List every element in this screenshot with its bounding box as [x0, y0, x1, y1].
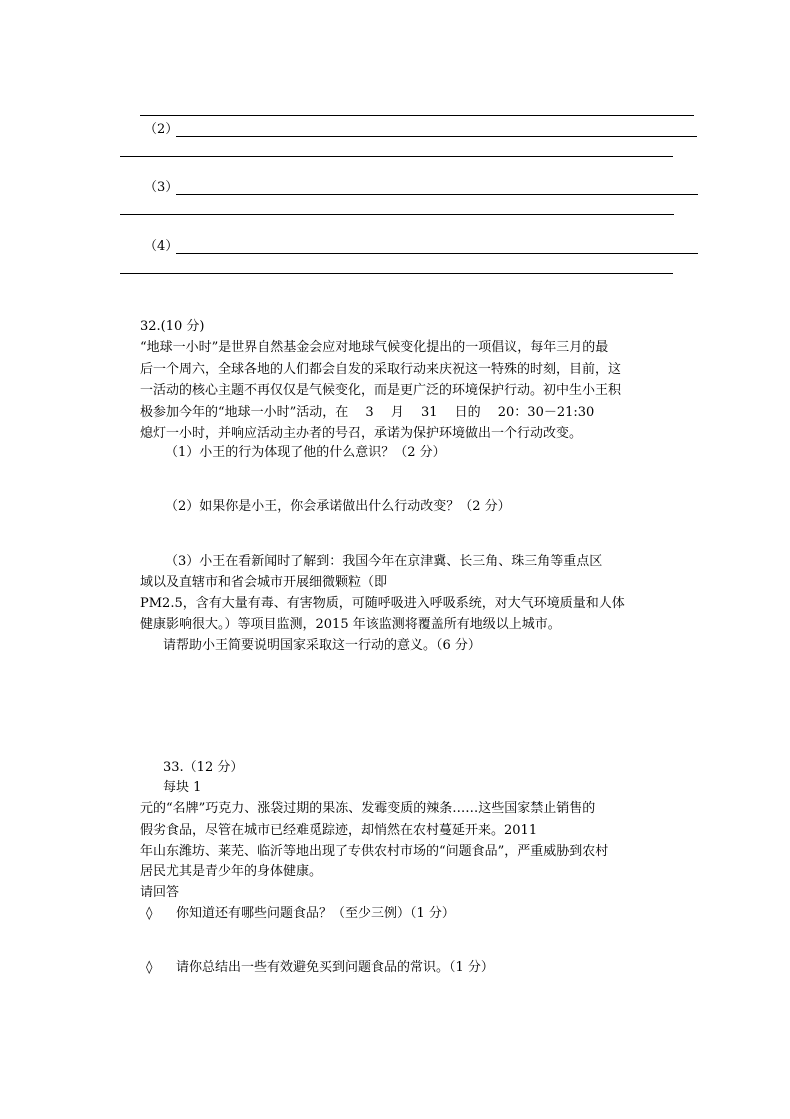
q32-para-line: 后一个周六，全球各地的人们都会自发的采取行动来庆祝这一特殊的时刻，目前，这: [140, 362, 622, 377]
q33-header: 33.（12 分）: [163, 760, 244, 775]
answer-line-4a[interactable]: [176, 253, 698, 254]
q33-para-line: 年山东潍坊、莱芜、临沂等地出现了专供农村市场的“问题食品”，严重威胁到农村: [140, 844, 609, 859]
q32-sub3-line: 域以及直辖市和省会城市开展细微颗粒（即: [140, 575, 388, 590]
answer-line-2b[interactable]: [120, 156, 673, 157]
q33-prompt: 请回答: [140, 885, 180, 900]
q32-sub3-line: 健康影响很大。）等项目监测，2015 年该监测将覆盖所有地级以上城市。: [140, 617, 561, 632]
q33-para-line: 每块 1: [163, 780, 202, 795]
q33-para-line: 假劣食品，尽管在城市已经难觅踪迹，却悄然在农村蔓延开来。2011: [140, 823, 538, 838]
answer-line-top: [140, 115, 694, 116]
answer-line-3b[interactable]: [120, 214, 674, 215]
q33-para-line: 元的“名牌”巧克力、涨袋过期的果冻、发霉变质的辣条……这些国家禁止销售的: [140, 801, 596, 816]
diamond-bullet-icon: ◊: [146, 906, 153, 921]
q32-sub3-line: PM2.5，含有大量有毒、有害物质，可随呼吸进入呼吸系统，对大气环境质量和人体: [140, 596, 625, 611]
q33-bullet-2: 请你总结出一些有效避免买到问题食品的常识。（1 分）: [176, 960, 494, 975]
q33-para-line: 居民尤其是青少年的身体健康。: [140, 864, 323, 879]
q32-para-line: 熄灯一小时，并响应活动主办者的号召，承诺为保护环境做出一个行动改变。: [140, 426, 583, 441]
q32-sub3-prompt: 请帮助小王简要说明国家采取这一行动的意义。（6 分）: [163, 638, 481, 653]
diamond-bullet-icon: ◊: [146, 960, 153, 975]
answer-line-2a[interactable]: [176, 136, 697, 137]
q32-sub2: （2）如果你是小王，你会承诺做出什么行动改变？（2 分）: [165, 499, 511, 514]
q32-para-line: “地球一小时”是世界自然基金会应对地球气候变化提出的一项倡议，每年三月的最: [140, 340, 609, 355]
q32-header: 32.(10 分): [140, 319, 205, 334]
q32-para-line: 极参加今年的“地球一小时”活动，在 3 月 31 日的 20：30－21:30: [140, 405, 595, 420]
answer-line-4b[interactable]: [120, 273, 673, 274]
answer-line-3a[interactable]: [176, 194, 698, 195]
q32-para-line: 一活动的核心主题不再仅仅是气候变化，而是更广泛的环境保护行动。初中生小王积: [140, 383, 622, 398]
answer-label-3: （3）: [144, 180, 179, 195]
answer-label-4: （4）: [144, 239, 179, 254]
q33-bullet-1: 你知道还有哪些问题食品？（至少三例）（1 分）: [176, 906, 455, 921]
q32-sub1: （1）小王的行为体现了他的什么意识？（2 分）: [165, 445, 446, 460]
answer-label-2: （2）: [144, 122, 179, 137]
q32-sub3-line: （3）小王在看新闻时了解到：我国今年在京津冀、长三角、珠三角等重点区: [165, 554, 603, 569]
